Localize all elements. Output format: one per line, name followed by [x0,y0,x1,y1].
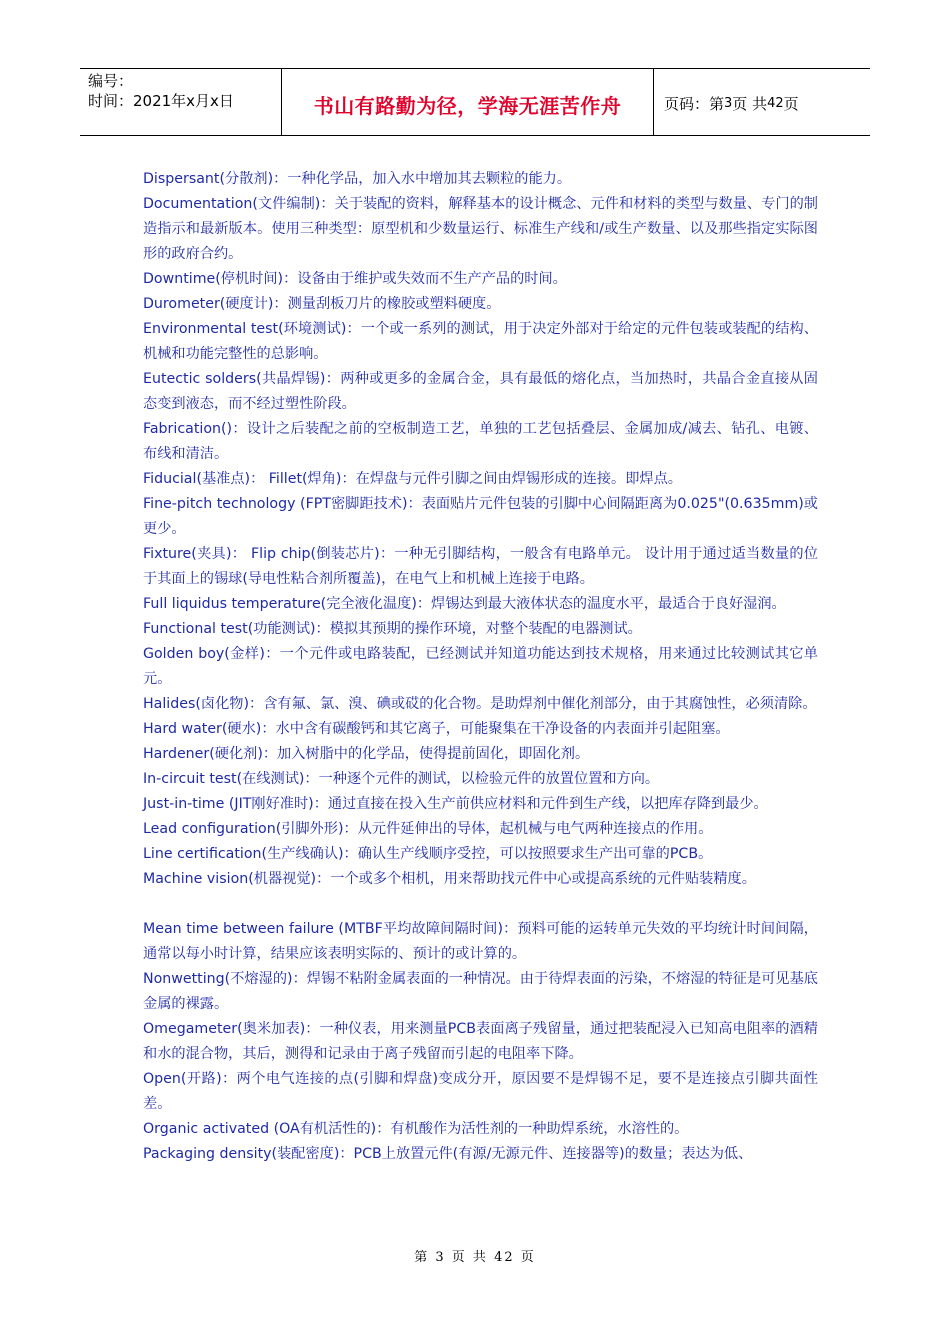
header-meta-cell [80,69,282,135]
glossary-entry: Open(开路)：两个电气连接的点(引脚和焊盘)变成分开，原因要不是焊锡不足，要不是连接点引脚共面性差。 [143,1071,818,1112]
page-current: 3 [724,95,733,111]
glossary-entry: Line certification(生产线确认)：确认生产线顺序受控，可以按照要求生产出可靠的PCB。 [143,846,713,862]
glossary-entry: In-circuit test(在线测试)：一种逐个元件的测试，以检验元件的放置位置和方向。 [143,771,660,787]
document-time-label: 时间：2021年x月x日 [88,92,234,110]
glossary-entry: Documentation(文件编制)：关于装配的资料，解释基本的设计概念、元件和材料的类型与数量、专门的制造指示和最新版本。使用三种类型：原型机和少数量运行、标准生产线和/或生产数量、以及那些指定实际图形的政府合约。 [143,196,818,262]
glossary-entry: Fine-pitch technology (FPT密脚距技术)：表面贴片元件包装的引脚中心间隔距离为0.025"(0.635mm)或更少。 [143,496,818,537]
glossary-entry: Organic activated (OA有机活性的)：有机酸作为活性剂的一种助焊系统，水溶性的。 [143,1121,689,1137]
glossary-entry: Packaging density(装配密度)：PCB上放置元件(有源/无源元件、连接器等)的数量；表达为低、 [143,1146,753,1162]
glossary-entry: Durometer(硬度计)：测量刮板刀片的橡胶或塑料硬度。 [143,296,501,312]
footer-total: 42 [494,1250,515,1265]
glossary-entry: Hard water(硬水)：水中含有碳酸钙和其它离子，可能聚集在干净设备的内表面并引起阻塞。 [143,721,730,737]
header-page-info [654,69,870,135]
glossary-entry: Hardener(硬化剂)：加入树脂中的化学品，使得提前固化，即固化剂。 [143,746,590,762]
glossary-entry: Omegameter(奥米加表)：一种仪表，用来测量PCB表面离子残留量，通过把装配浸入已知高电阻率的酒精和水的混合物，其后，测得和记录由于离子残留而引起的电阻率下降。 [143,1021,818,1062]
glossary-entry: Downtime(停机时间)：设备由于维护或失效而不生产产品的时间。 [143,271,567,287]
glossary-entry: Fixture(夹具)： Flip chip(倒装芯片)：一种无引脚结构，一般含有电路单元。 设计用于通过适当数量的位于其面上的锡球(导电性粘合剂所覆盖)，在电气上和机械上连接于电路。 [143,546,818,587]
glossary-entry: Eutectic solders(共晶焊锡)：两种或更多的金属合金，具有最低的熔化点，当加热时，共晶合金直接从固态变到液态，而不经过塑性阶段。 [143,371,818,412]
glossary-entry: Functional test(功能测试)：模拟其预期的操作环境，对整个装配的电器测试。 [143,621,642,637]
glossary-entry: Halides(卤化物)：含有氟、氯、溴、碘或砹的化合物。是助焊剂中催化剂部分，由于其腐蚀性，必须清除。 [143,696,817,712]
page-header [80,68,870,136]
header-motto: 书山有路勤为径，学海无涯苦作舟 [282,69,654,135]
document-number-label: 编号： [88,72,134,90]
page-prefix: 页码：第 [664,94,725,113]
glossary-entry: Nonwetting(不熔湿的)：焊锡不粘附金属表面的一种情况。由于待焊表面的污染，不熔湿的特征是可见基底金属的裸露。 [143,971,818,1012]
glossary-entry: Full liquidus temperature(完全液化温度)：焊锡达到最大液体状态的温度水平，最适合于良好湿润。 [143,596,786,612]
page-suffix: 页 [783,94,799,113]
blank-line [143,892,818,917]
footer-current: 3 [435,1250,446,1265]
footer-middle: 页 共 [451,1250,488,1265]
glossary-entry: Machine vision(机器视觉)：一个或多个相机，用来帮助找元件中心或提高系统的元件贴装精度。 [143,871,756,887]
glossary-entry: Mean time between failure (MTBF平均故障间隔时间)：预料可能的运转单元失效的平均统计时间间隔，通常以每小时计算，结果应该表明实际的、预计的或计算的。 [143,921,818,962]
glossary-entry: Just-in-time (JIT刚好准时)：通过直接在投入生产前供应材料和元件到生产线，以把库存降到最少。 [143,796,768,812]
page-footer [0,1246,950,1265]
page-total: 42 [767,95,784,111]
page-middle: 页 共 [732,94,768,113]
footer-suffix: 页 [520,1250,536,1265]
glossary-entry: Dispersant(分散剂)：一种化学品，加入水中增加其去颗粒的能力。 [143,171,572,187]
glossary-entry: Fabrication()：设计之后装配之前的空板制造工艺，单独的工艺包括叠层、金属加成/减去、钻孔、电镀、布线和清洁。 [143,421,818,462]
footer-prefix: 第 [414,1250,430,1265]
glossary-content [143,167,818,1167]
glossary-entry: Lead configuration(引脚外形)：从元件延伸出的导体，起机械与电气两种连接点的作用。 [143,821,713,837]
glossary-entry: Fiducial(基准点)： Fillet(焊角)：在焊盘与元件引脚之间由焊锡形成的连接。即焊点。 [143,471,682,487]
glossary-entry: Environmental test(环境测试)：一个或一系列的测试，用于决定外部对于给定的元件包装或装配的结构、机械和功能完整性的总影响。 [143,321,818,362]
glossary-entry: Golden boy(金样)：一个元件或电路装配，已经测试并知道功能达到技术规格，用来通过比较测试其它单元。 [143,646,818,687]
